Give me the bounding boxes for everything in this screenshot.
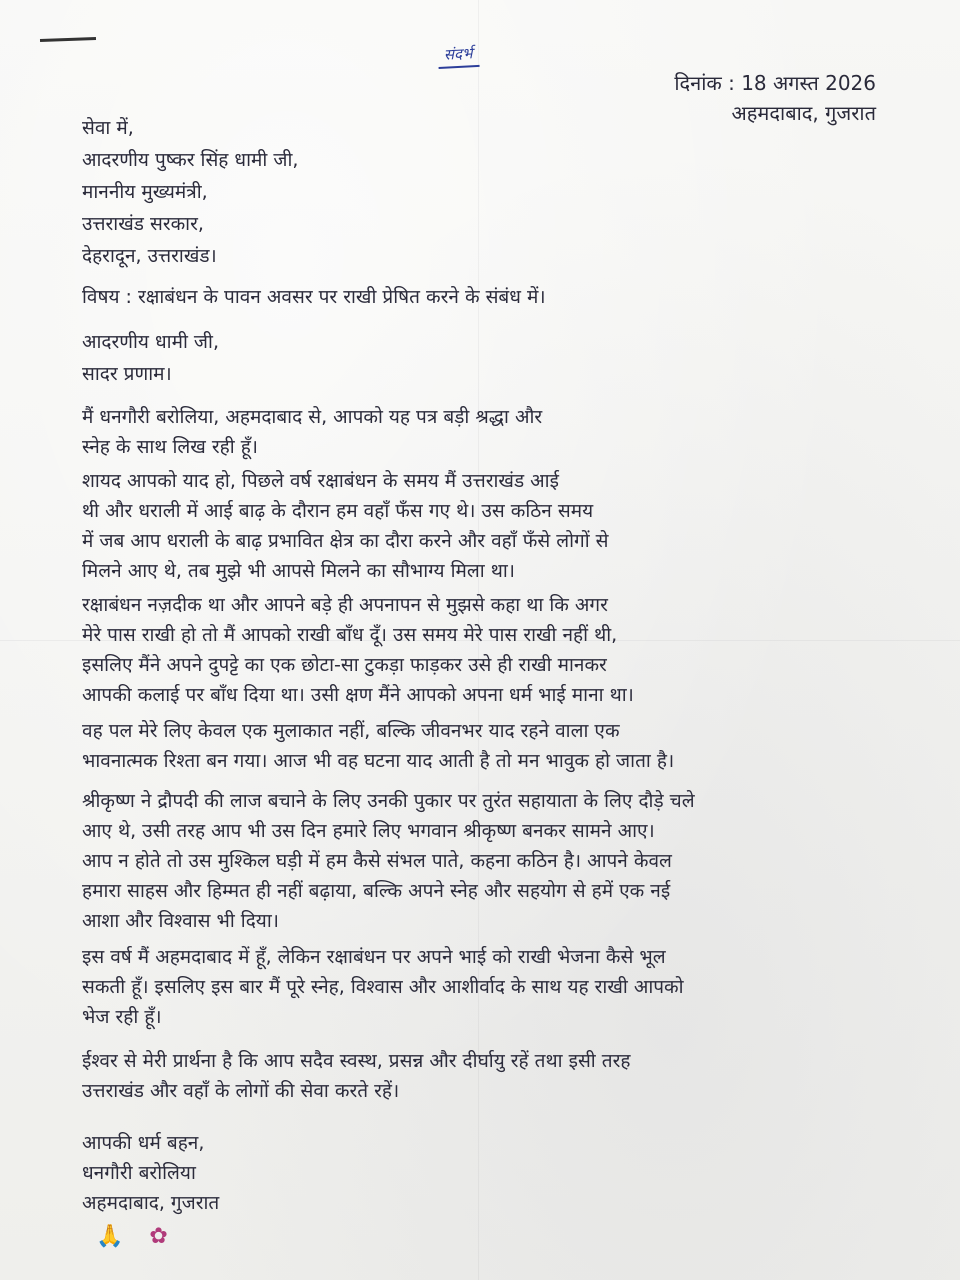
paragraph-line: आपकी कलाई पर बाँध दिया था। उसी क्षण मैंने आपको अपना धर्म भाई माना था। bbox=[82, 684, 634, 706]
paragraph-line: स्नेह के साथ लिख रही हूँ। bbox=[82, 436, 259, 458]
paragraph bbox=[82, 1046, 882, 1106]
paragraph-line: ईश्वर से मेरी प्रार्थना है कि आप सदैव स्वस्थ, प्रसन्न और दीर्घायु रहें तथा इसी तरह bbox=[82, 1050, 631, 1072]
paragraph-line: उत्तराखंड और वहाँ के लोगों की सेवा करते रहें। bbox=[82, 1080, 400, 1102]
signer-name: धनगौरी बरोलिया bbox=[82, 1162, 196, 1184]
paragraph-line: थी और धराली में आई बाढ़ के दौरान हम वहाँ फँस गए थे। उस कठिन समय bbox=[82, 500, 594, 522]
paragraph bbox=[82, 716, 882, 776]
paragraph-line: सकती हूँ। इसलिए इस बार मैं पूरे स्नेह, विश्वास और आशीर्वाद के साथ यह राखी आपको bbox=[82, 976, 684, 998]
paragraph-line: मिलने आए थे, तब मुझे भी आपसे मिलने का सौभाग्य मिला था। bbox=[82, 560, 515, 582]
address-line: उत्तराखंड सरकार, bbox=[82, 213, 204, 235]
paragraph-line: इस वर्ष मैं अहमदाबाद में हूँ, लेकिन रक्षाबंधन पर अपने भाई को राखी भेजना कैसे भूल bbox=[82, 946, 666, 968]
handwritten-reference-note: संदर्भ bbox=[437, 43, 479, 69]
paragraph-line: इसलिए मैंने अपने दुपट्टे का एक छोटा-सा टुकड़ा फाड़कर उसे ही राखी मानकर bbox=[82, 654, 607, 676]
address-line: आदरणीय पुष्कर सिंह धामी जी, bbox=[82, 149, 299, 171]
place-line: अहमदाबाद, गुजरात bbox=[731, 101, 876, 125]
salutation-line: सादर प्रणाम। bbox=[82, 363, 172, 385]
paragraph bbox=[82, 786, 882, 936]
paragraph-line: भेज रही हूँ। bbox=[82, 1006, 162, 1028]
paragraph bbox=[82, 942, 882, 1032]
subject-line bbox=[82, 282, 882, 312]
signer-place: अहमदाबाद, गुजरात bbox=[82, 1192, 220, 1214]
paragraph bbox=[82, 402, 882, 462]
paragraph-line: हमारा साहस और हिम्मत ही नहीं बढ़ाया, बल्कि अपने स्नेह और सहयोग से हमें एक नई bbox=[82, 880, 671, 902]
address-line: देहरादून, उत्तराखंड। bbox=[82, 245, 217, 267]
paragraph-line: आप न होते तो उस मुश्किल घड़ी में हम कैसे संभल पाते, कहना कठिन है। आपने केवल bbox=[82, 850, 672, 872]
folded-hands-icon: 🙏 bbox=[96, 1224, 124, 1249]
paragraph-line: में जब आप धराली के बाढ़ प्रभावित क्षेत्र का दौरा करने और वहाँ फँसे लोगों से bbox=[82, 530, 609, 552]
paragraph-line: मेरे पास राखी हो तो मैं आपको राखी बाँध दूँ। उस समय मेरे पास राखी नहीं थी, bbox=[82, 624, 618, 646]
salutation-line: आदरणीय धामी जी, bbox=[82, 331, 219, 353]
paragraph-line: श्रीकृष्ण ने द्रौपदी की लाज बचाने के लिए उनकी पुकार पर तुरंत सहायाता के लिए दौड़े चले bbox=[82, 790, 695, 812]
pen-mark bbox=[40, 37, 96, 42]
salutation bbox=[82, 326, 882, 390]
paragraph bbox=[82, 590, 882, 710]
paragraph-line: भावनात्मक रिश्ता बन गया। आज भी वह घटना याद आती है तो मन भावुक हो जाता है। bbox=[82, 750, 675, 772]
flower-icon: ✿ bbox=[149, 1224, 168, 1249]
recipient-address bbox=[82, 112, 882, 272]
date-line: दिनांक : 18 अगस्त 2026 bbox=[674, 71, 876, 95]
sign-marks bbox=[96, 1224, 168, 1249]
paragraph-line: मैं धनगौरी बरोलिया, अहमदाबाद से, आपको यह पत्र बड़ी श्रद्धा और bbox=[82, 406, 543, 428]
paragraph-line: शायद आपको याद हो, पिछले वर्ष रक्षाबंधन के समय मैं उत्तराखंड आई bbox=[82, 470, 559, 492]
paragraph-line: आशा और विश्वास भी दिया। bbox=[82, 910, 279, 932]
paragraph-line: रक्षाबंधन नज़दीक था और आपने बड़े ही अपनापन से मुझसे कहा था कि अगर bbox=[82, 594, 608, 616]
address-line: माननीय मुख्यमंत्री, bbox=[82, 181, 208, 203]
signoff-block bbox=[82, 1128, 882, 1218]
subject-text: विषय : रक्षाबंधन के पावन अवसर पर राखी प्रेषित करने के संबंध में। bbox=[82, 286, 546, 308]
paragraph-line: आए थे, उसी तरह आप भी उस दिन हमारे लिए भगवान श्रीकृष्ण बनकर सामने आए। bbox=[82, 820, 655, 842]
signoff-line: आपकी धर्म बहन, bbox=[82, 1132, 205, 1154]
paragraph bbox=[82, 466, 882, 586]
paragraph-line: वह पल मेरे लिए केवल एक मुलाकात नहीं, बल्कि जीवनभर याद रहने वाला एक bbox=[82, 720, 620, 742]
address-line: सेवा में, bbox=[82, 117, 134, 139]
